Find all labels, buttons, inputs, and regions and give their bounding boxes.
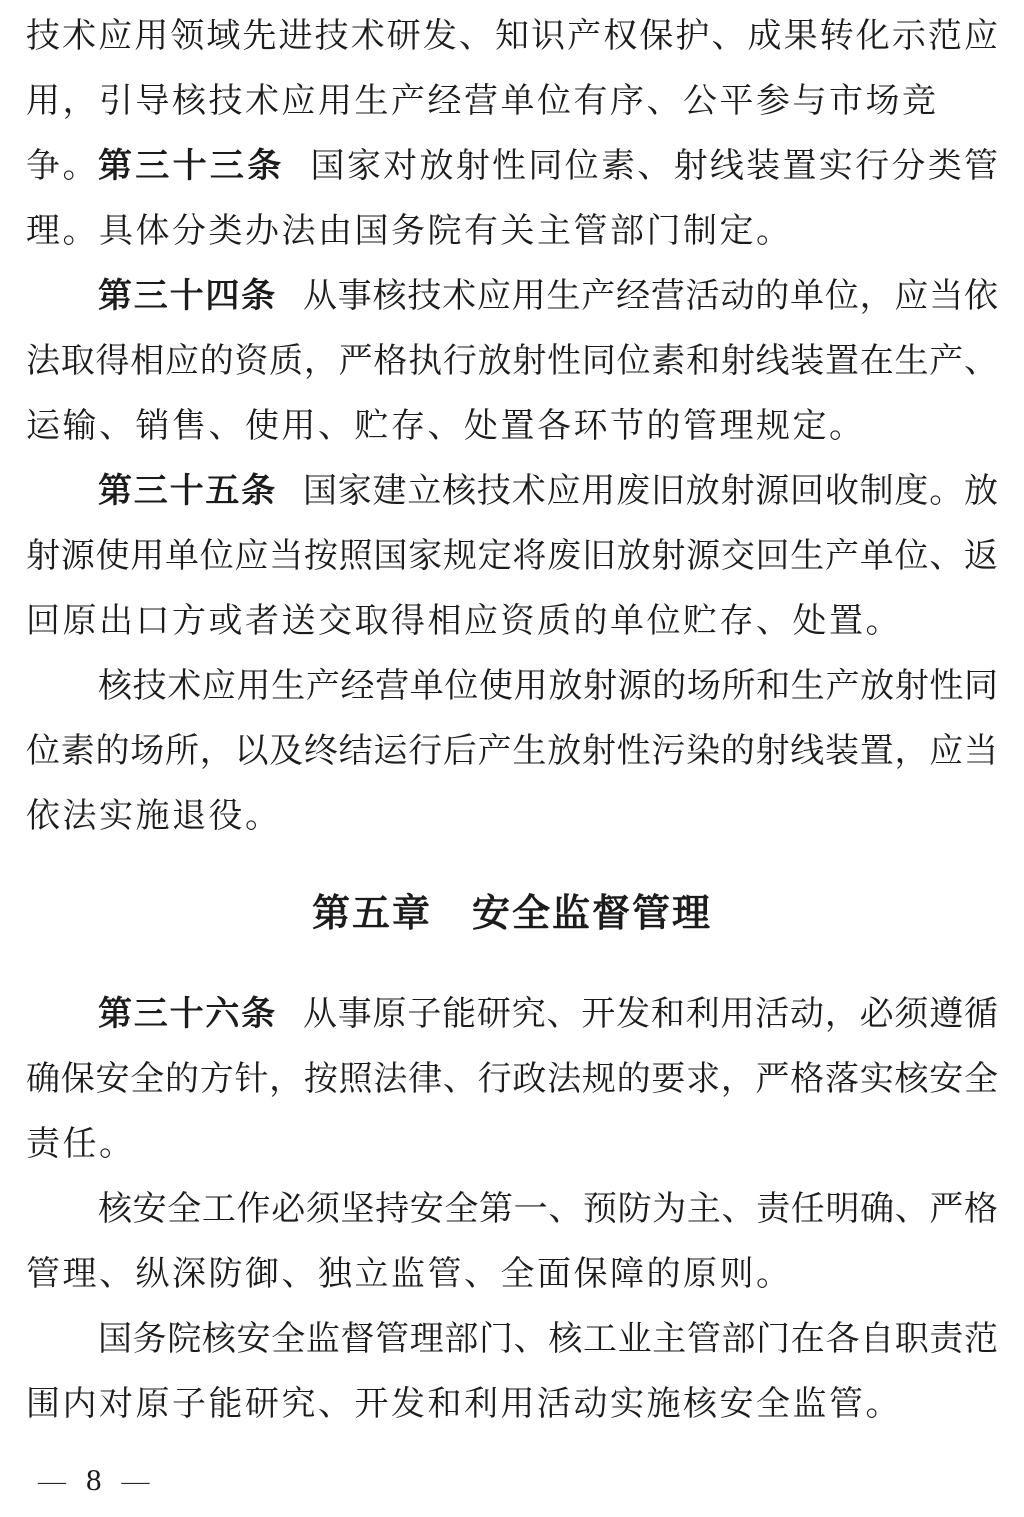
text-line: 核技术应用生产经营单位使用放射源的场所和生产放射性同 (98, 668, 998, 705)
article-text: 从事核技术应用生产经营活动的单位，应当依 (302, 278, 999, 315)
text-line: 确保安全的方针，按照法律、行政法规的要求，严格落实核安全 (26, 1061, 998, 1098)
article-number: 第三十五条 (98, 472, 277, 510)
chapter-heading: 第五章 安全监督管理 (311, 893, 712, 935)
text-line: 用，引导核技术应用生产经营单位有序、公平参与市场竞争。 (26, 83, 939, 185)
text-line: 法取得相应的资质，严格执行放射性同位素和射线装置在生产、 (26, 343, 998, 380)
document-body (26, 4, 998, 1501)
article-line (26, 264, 998, 329)
text-line: 围内对原子能研究、开发和利用活动实施核安全监管。 (26, 1386, 902, 1423)
text-line: 依法实施退役。 (26, 798, 282, 835)
footer-dash-left: — (38, 1469, 66, 1494)
page-number: 8 (86, 1462, 102, 1497)
article-text: 从事原子能研究、开发和利用活动，必须遵循 (302, 996, 999, 1033)
article-number: 第三十四条 (98, 277, 277, 315)
text-line: 理。具体分类办法由国务院有关主管部门制定。 (26, 213, 793, 250)
footer-dash-right: — (121, 1469, 150, 1494)
text-line: 回原出口方或者送交取得相应资质的单位贮存、处置。 (26, 603, 902, 640)
text-line: 射源使用单位应当按照国家规定将废旧放射源交回生产单位、返 (26, 538, 998, 575)
article-line (26, 982, 998, 1047)
article-line (26, 134, 998, 199)
text-line: 位素的场所，以及终结运行后产生放射性污染的射线装置，应当 (26, 733, 998, 770)
article-text: 国家建立核技术应用废旧放射源回收制度。放 (302, 473, 999, 510)
text-line: 技术应用领域先进技术研发、知识产权保护、成果转化示范应 (26, 18, 998, 55)
article-line (26, 459, 998, 524)
text-line: 管理、纵深防御、独立监管、全面保障的原则。 (26, 1256, 793, 1293)
text-line: 核安全工作必须坚持安全第一、预防为主、责任明确、严格 (98, 1191, 998, 1228)
text-line: 责任。 (26, 1126, 136, 1163)
article-number: 第三十六条 (98, 995, 277, 1033)
document-page (0, 4, 1024, 1517)
article-number: 第三十三条 (98, 147, 285, 185)
text-line: 运输、销售、使用、贮存、处置各环节的管理规定。 (26, 408, 866, 445)
page-footer (38, 1459, 998, 1501)
article-text: 国家对放射性同位素、射线装置实行分类管 (310, 148, 999, 185)
text-line: 国务院核安全监督管理部门、核工业主管部门在各自职责范 (98, 1321, 998, 1358)
